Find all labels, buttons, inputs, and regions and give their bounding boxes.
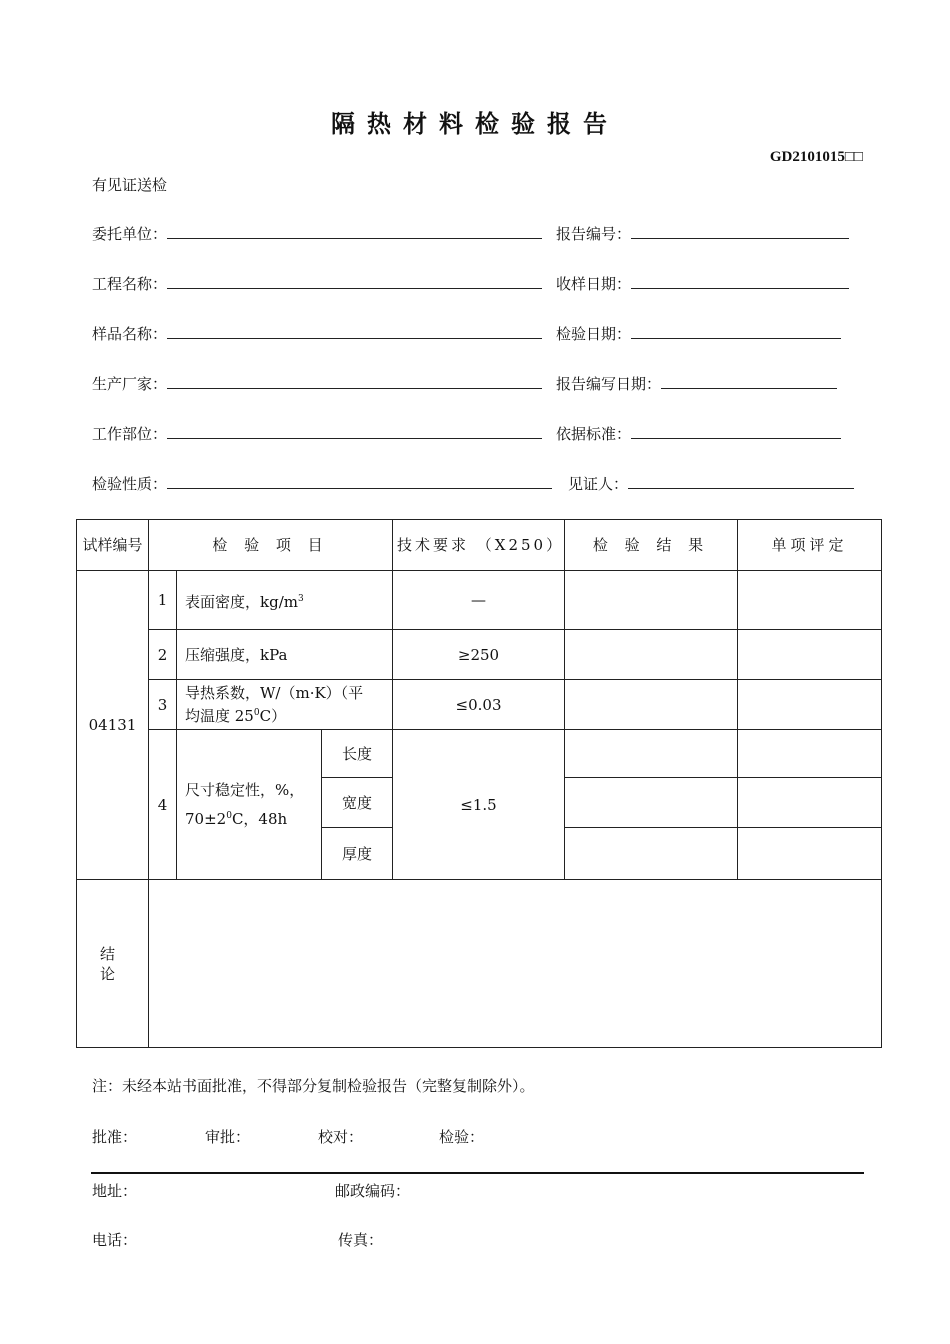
field-label: 检验性质：: [92, 475, 168, 493]
header-rating: 单项评定: [738, 520, 882, 571]
standard-input-line[interactable]: [631, 424, 841, 439]
inspection-date-input-line[interactable]: [631, 324, 841, 339]
item-cell: [177, 571, 393, 630]
item-superscript: 0: [226, 811, 232, 821]
sub-item-length: 长度: [322, 730, 393, 778]
work-location-input-line[interactable]: [167, 424, 542, 439]
field-standard: [556, 423, 841, 444]
review-label: 审批：: [205, 1128, 251, 1146]
field-label: 收样日期：: [556, 275, 632, 293]
row-number: 2: [149, 630, 177, 680]
item-cell: [177, 680, 393, 730]
rating-cell[interactable]: [738, 730, 882, 778]
item-superscript: 3: [297, 593, 304, 604]
receipt-date-input-line[interactable]: [631, 274, 849, 289]
table-header-row: [77, 520, 882, 571]
row-number: 4: [149, 730, 177, 880]
field-label: 见证人：: [568, 475, 629, 493]
field-receipt-date: [556, 273, 849, 294]
field-manufacturer: [92, 373, 542, 394]
header-result: 检 验 结 果: [565, 520, 738, 571]
item-cell: [177, 730, 322, 880]
field-inspection-date: [556, 323, 841, 344]
field-label: 报告编写日期：: [556, 375, 662, 393]
header-item: 检 验 项 目: [149, 520, 393, 571]
rating-cell[interactable]: [738, 778, 882, 828]
field-work-location: [92, 423, 542, 444]
table-row: [77, 680, 882, 730]
footer-divider: [91, 1172, 864, 1174]
proof-label: 校对：: [318, 1128, 364, 1146]
conclusion-cell[interactable]: [149, 880, 882, 1048]
requirement-cell: ≤0.03: [393, 680, 565, 730]
manufacturer-input-line[interactable]: [167, 374, 542, 389]
postcode-label: 邮政编码：: [335, 1182, 411, 1200]
row-number: 3: [149, 680, 177, 730]
project-input-line[interactable]: [167, 274, 542, 289]
field-label: 委托单位：: [92, 225, 168, 243]
sample-id-cell: 04131: [77, 571, 149, 880]
rating-cell[interactable]: [738, 630, 882, 680]
witness-input-line[interactable]: [628, 474, 854, 489]
field-client: [92, 223, 542, 244]
approve-label: 批准：: [92, 1128, 138, 1146]
field-label: 报告编号：: [556, 225, 632, 243]
requirement-cell: —: [393, 571, 565, 630]
header-requirement: 技术要求 （X250）: [393, 520, 565, 571]
sub-item-thickness: 厚度: [322, 828, 393, 880]
result-cell[interactable]: [565, 630, 738, 680]
field-label: 依据标准：: [556, 425, 632, 443]
item-cell: 压缩强度，kPa: [177, 630, 393, 680]
field-label: 样品名称：: [92, 325, 168, 343]
item-superscript: 0: [253, 708, 260, 718]
item-text-line2: 均温度 25: [185, 707, 254, 725]
field-label: 工作部位：: [92, 425, 168, 443]
requirement-cell: ≤1.5: [393, 730, 565, 880]
table-row: [77, 730, 882, 778]
inspect-label: 检验：: [439, 1128, 485, 1146]
result-cell[interactable]: [565, 680, 738, 730]
field-report-write-date: [556, 373, 837, 394]
result-cell[interactable]: [565, 571, 738, 630]
table-row: [77, 571, 882, 630]
result-cell[interactable]: [565, 778, 738, 828]
table-row: [77, 630, 882, 680]
field-sample-name: [92, 323, 542, 344]
rating-cell[interactable]: [738, 828, 882, 880]
sub-item-width: 宽度: [322, 778, 393, 828]
field-label: 生产厂家：: [92, 375, 168, 393]
field-label: 检验日期：: [556, 325, 632, 343]
item-text-line1: 导热系数，W/（m·K）（平: [185, 684, 364, 702]
conclusion-row: [77, 880, 882, 1048]
page-title: 隔热材料检验报告: [331, 109, 619, 138]
client-input-line[interactable]: [167, 224, 542, 239]
item-text-line2-end: C，48h: [231, 810, 288, 828]
result-cell[interactable]: [565, 730, 738, 778]
address-label: 地址：: [92, 1182, 138, 1200]
field-witness: [568, 473, 854, 494]
copy-note: 注：未经本站书面批准，不得部分复制检验报告（完整复制除外）。: [92, 1077, 535, 1095]
fax-label: 传真：: [338, 1231, 384, 1249]
report-number-input-line[interactable]: [631, 224, 849, 239]
header-sample-no: 试样编号: [77, 520, 149, 571]
field-report-number: [556, 223, 849, 244]
item-text: 表面密度，kg/m: [185, 592, 298, 611]
field-label: 工程名称：: [92, 275, 168, 293]
item-text-line1: 尺寸稳定性，%，: [185, 781, 305, 799]
report-code: GD2101015□□: [769, 149, 863, 165]
field-project: [92, 273, 542, 294]
row-number: 1: [149, 571, 177, 630]
result-cell[interactable]: [565, 828, 738, 880]
conclusion-label: 结 论: [77, 880, 149, 1048]
inspection-type-input-line[interactable]: [167, 474, 552, 489]
item-text-line2: 70±2: [185, 810, 227, 828]
field-inspection-type: [92, 473, 552, 494]
phone-label: 电话：: [92, 1231, 138, 1249]
item-text-line2-end: C）: [259, 707, 287, 725]
inspection-table: [76, 519, 882, 1048]
report-write-date-input-line[interactable]: [661, 374, 837, 389]
requirement-cell: ≥250: [393, 630, 565, 680]
rating-cell[interactable]: [738, 571, 882, 630]
sample-name-input-line[interactable]: [167, 324, 542, 339]
rating-cell[interactable]: [738, 680, 882, 730]
witness-note: 有见证送检: [92, 176, 168, 194]
